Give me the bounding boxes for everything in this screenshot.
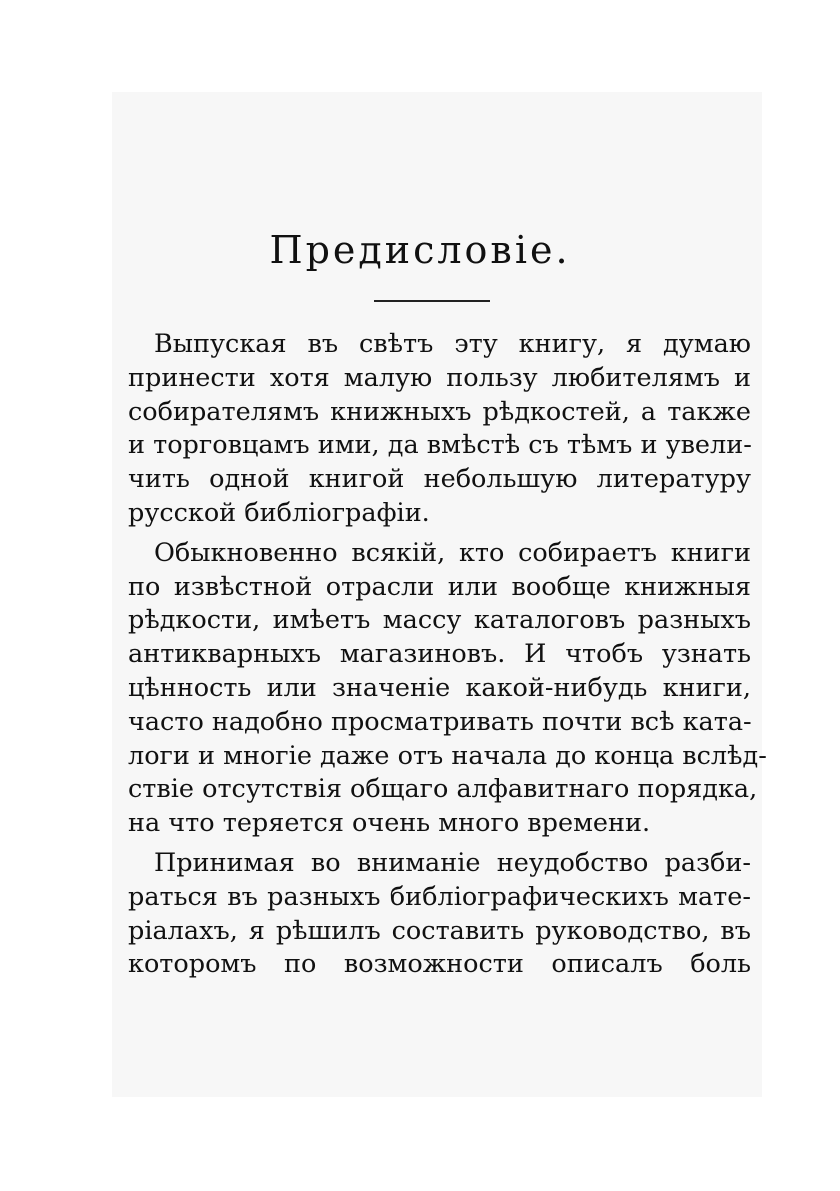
text-line: принести хотя малую пользу любителямъ и [128,362,751,393]
paragraph-3 [128,847,751,982]
page-title: Предисловіе. [269,228,571,272]
text-line: которомъ по возможности описалъ боль [128,949,751,980]
text-line: ріалахъ, я рѣшилъ составить руководство, въ [128,915,751,946]
body-text [128,328,767,982]
text-line: чить одной книгой небольшую литературу [128,464,751,495]
text-line: по извѣстной отрасли или вообще книжныя [128,571,751,602]
text-line: русской библіографіи. [128,497,430,528]
text-line: цѣнность или значеніе какой-нибудь книги, [128,672,751,703]
paragraph-1 [128,328,751,531]
text-line: часто надобно просматривать почти всѣ ката- [128,706,752,737]
text-line: и торговцамъ ими, да вмѣстѣ съ тѣмъ и увели- [128,430,752,461]
text-line: Обыкновенно всякій, кто собираетъ книги [154,537,751,568]
paragraph-2 [128,537,767,841]
text-line: собирателямъ книжныхъ рѣдкостей, а также [128,396,751,427]
text-line: Выпуская въ свѣтъ эту книгу, я думаю [154,329,751,359]
title-rule [374,300,490,302]
text-line: рѣдкости, имѣетъ массу каталоговъ разныхъ [128,605,751,636]
text-line: антикварныхъ магазиновъ. И чтобъ узнать [128,639,751,670]
text-line: Принимая во вниманіе неудобство разби- [154,847,751,878]
text-line: на что теряется очень много времени. [128,808,651,839]
text-line: логи и многіе даже отъ начала до конца вслѣд- [128,740,767,771]
text-line: раться въ разныхъ библіографическихъ мате- [128,881,751,912]
text-line: ствіе отсутствія общаго алфавитнаго порядка, [128,774,758,805]
